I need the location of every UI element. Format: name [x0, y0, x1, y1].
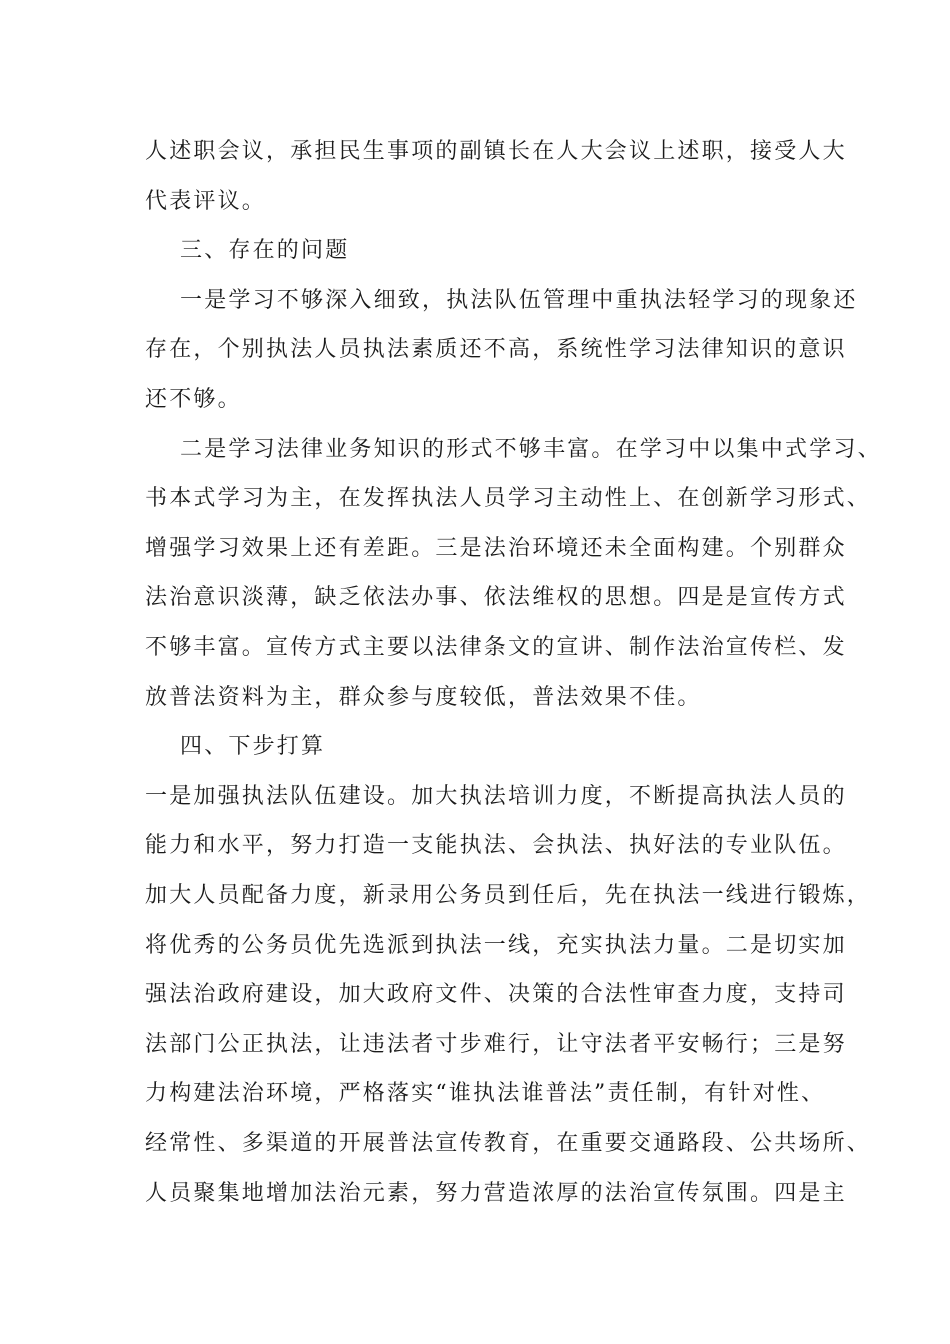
- body-text-line: 一是学习不够深入细致，执法队伍管理中重执法轻学习的现象还: [180, 288, 858, 313]
- body-text-line: 力构建法治环境，严格落实“谁执法谁普法”责任制，有针对性、: [145, 1081, 826, 1106]
- body-text-line: 将优秀的公务员优先选派到执法一线，充实执法力量。二是切实加: [145, 933, 847, 958]
- body-text-line: 还不够。: [145, 387, 242, 412]
- body-text-line: 能力和水平，努力打造一支能执法、会执法、执好法的专业队伍。: [145, 833, 847, 858]
- body-text-line: 经常性、多渠道的开展普法宣传教育，在重要交通路段、公共场所、: [145, 1131, 872, 1156]
- body-text-line: 书本式学习为主，在发挥执法人员学习主动性上、在创新学习形式、: [145, 486, 872, 511]
- body-text-line: 二是学习法律业务知识的形式不够丰富。在学习中以集中式学习、: [180, 437, 882, 462]
- body-text-line: 一是加强执法队伍建设。加大执法培训力度，不断提高执法人员的: [145, 784, 847, 809]
- section-heading: 三、存在的问题: [180, 238, 350, 263]
- body-text-line: 加大人员配备力度，新录用公务员到任后，先在执法一线进行锻炼，: [145, 883, 872, 908]
- section-heading: 四、下步打算: [180, 734, 326, 759]
- body-text-line: 法治意识淡薄，缺乏依法办事、依法维权的思想。四是是宣传方式: [145, 585, 847, 610]
- body-text-line: 代表评议。: [145, 189, 267, 214]
- body-text-line: 人员聚集地增加法治元素，努力营造浓厚的法治宣传氛围。四是主: [145, 1181, 847, 1206]
- body-text-line: 人述职会议，承担民生事项的副镇长在人大会议上述职，接受人大: [145, 139, 847, 164]
- body-text-line: 强法治政府建设，加大政府文件、决策的合法性审查力度，支持司: [145, 982, 847, 1007]
- body-text-line: 存在，个别执法人员执法素质还不高，系统性学习法律知识的意识: [145, 337, 847, 362]
- body-text-line: 不够丰富。宣传方式主要以法律条文的宣讲、制作法治宣传栏、发: [145, 635, 847, 660]
- body-text-line: 法部门公正执法，让违法者寸步难行，让守法者平安畅行；三是努: [145, 1032, 847, 1057]
- body-text-line: 放普法资料为主，群众参与度较低，普法效果不佳。: [145, 685, 702, 710]
- body-text-line: 增强学习效果上还有差距。三是法治环境还未全面构建。个别群众: [145, 536, 847, 561]
